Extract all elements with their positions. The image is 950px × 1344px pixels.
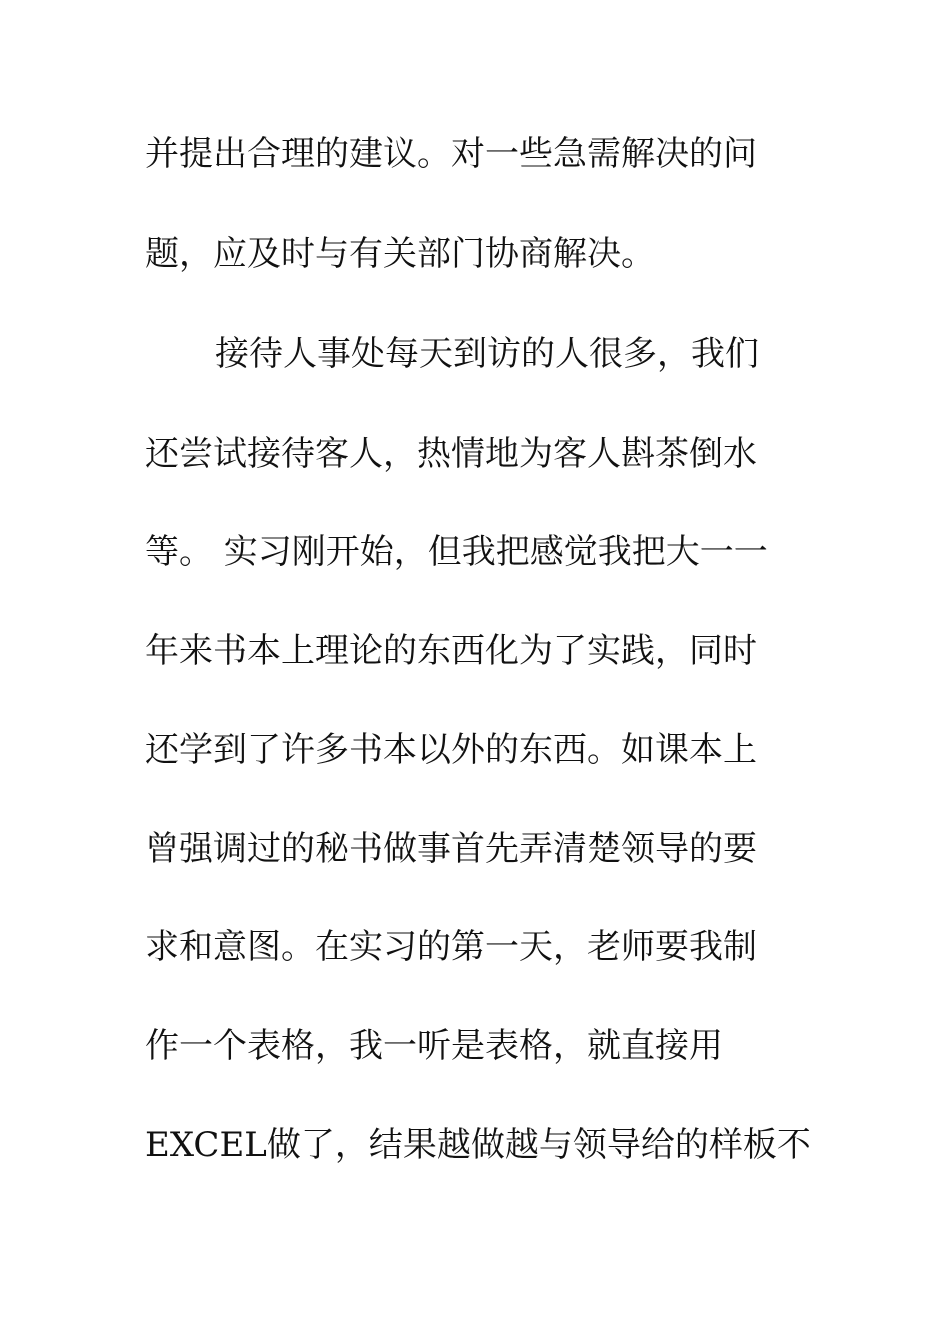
text-line-8: 曾强调过的秘书做事首先弄清楚领导的要: [145, 829, 757, 869]
text-line-7: 还学到了许多书本以外的东西。如课本上: [145, 730, 757, 770]
text-line-11: EXCEL做了，结果越做越与领导给的样板不: [145, 1125, 811, 1165]
text-line-6: 年来书本上理论的东西化为了实践，同时: [145, 631, 757, 671]
text-line-9: 求和意图。在实习的第一天，老师要我制: [145, 927, 757, 967]
text-line-5: 等。 实习刚开始，但我把感觉我把大一一: [145, 532, 768, 572]
paragraph-start-line: 接待人事处每天到访的人很多，我们: [215, 334, 759, 374]
text-line-1: 并提出合理的建议。对一些急需解决的问: [145, 134, 757, 174]
text-line-2: 题，应及时与有关部门协商解决。: [145, 234, 655, 274]
text-line-4: 还尝试接待客人，热情地为客人斟茶倒水: [145, 434, 757, 474]
text-line-10: 作一个表格，我一听是表格，就直接用: [145, 1026, 723, 1066]
